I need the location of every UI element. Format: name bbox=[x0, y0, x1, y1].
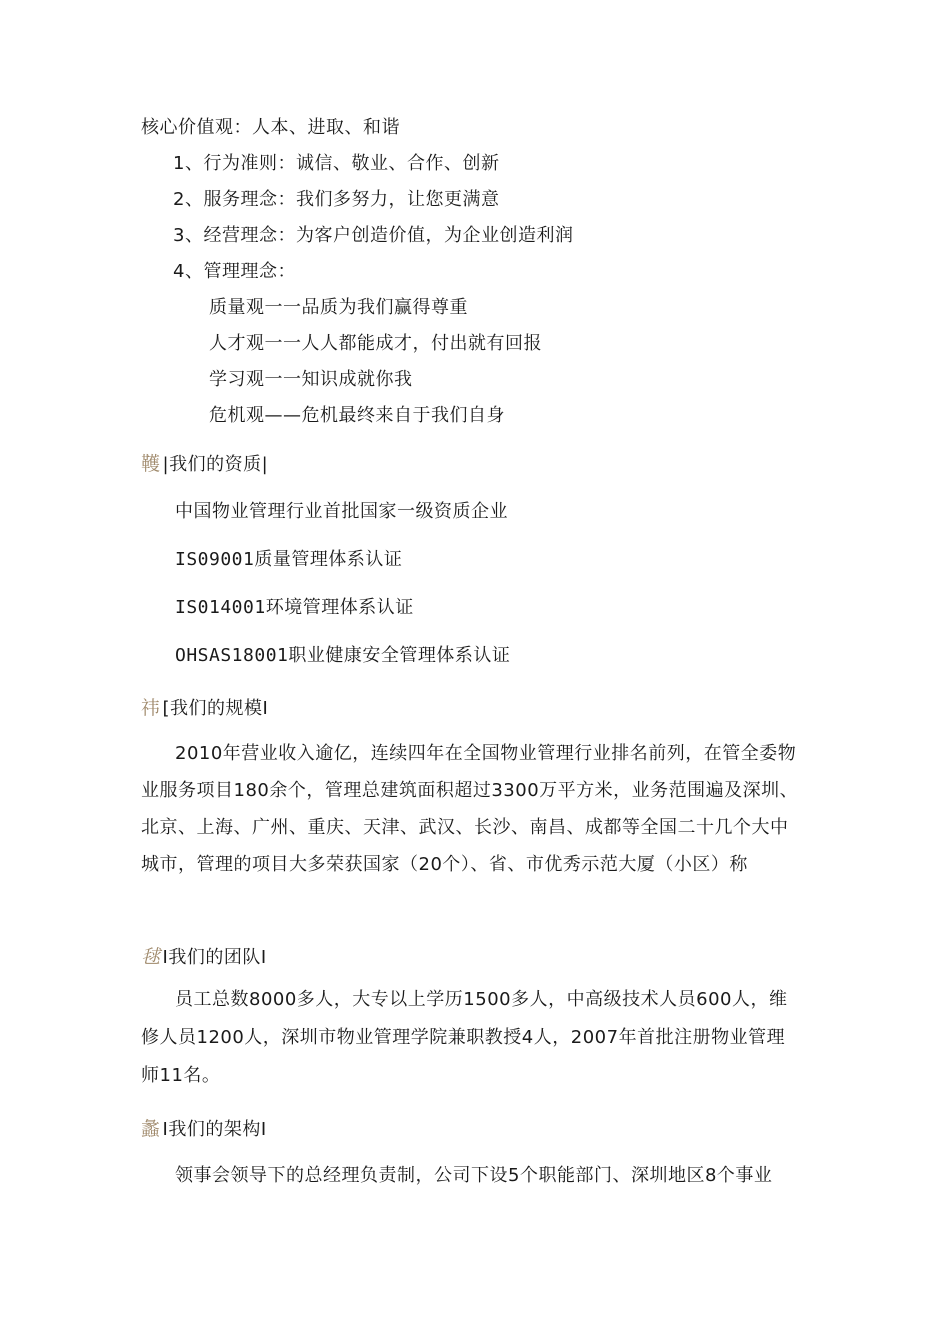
team-paragraph-line: 师11名。 bbox=[141, 1065, 221, 1086]
qualification-item: OHSAS18001职业健康安全管理体系认证 bbox=[175, 645, 511, 666]
core-values-item: 2、服务理念：我们多努力，让您更满意 bbox=[173, 189, 500, 210]
management-concept-item: 学习观一一知识成就你我 bbox=[209, 369, 413, 390]
structure-title: I我们的架构I bbox=[162, 1119, 267, 1140]
section-bullet-icon: 韄 bbox=[141, 453, 161, 475]
scale-paragraph-line: 2010年营业收入逾亿，连续四年在全国物业管理行业排名前列，在管全委物 bbox=[175, 743, 797, 764]
qualification-heading bbox=[141, 452, 268, 477]
section-bullet-icon: 毬 bbox=[141, 946, 161, 968]
qualification-item: IS014001环境管理体系认证 bbox=[175, 597, 414, 618]
structure-paragraph-line: 领事会领导下的总经理负责制，公司下设5个职能部门、深圳地区8个事业 bbox=[175, 1165, 773, 1186]
core-values-item: 1、行为准则：诚信、敬业、合作、创新 bbox=[173, 153, 500, 174]
team-paragraph-line: 修人员1200人，深圳市物业管理学院兼职教授4人，2007年首批注册物业管理 bbox=[141, 1027, 786, 1048]
core-values-heading: 核心价值观：人本、进取、和谐 bbox=[141, 117, 400, 138]
structure-heading bbox=[141, 1117, 267, 1142]
team-heading bbox=[141, 945, 267, 970]
scale-title: [我们的规模I bbox=[162, 698, 269, 719]
management-concept-item: 人才观一一人人都能成才，付出就有回报 bbox=[209, 333, 542, 354]
team-title: I我们的团队I bbox=[162, 947, 267, 968]
management-concept-item: 危机观——危机最终来自于我们自身 bbox=[209, 405, 505, 426]
scale-paragraph-line: 业服务项目180余个，管理总建筑面积超过3300万平方米，业务范围遍及深圳、 bbox=[141, 780, 799, 801]
team-paragraph-line: 员工总数8000多人，大专以上学历1500多人，中高级技术人员600人，维 bbox=[175, 989, 788, 1010]
qualification-item: IS09001质量管理体系认证 bbox=[175, 549, 403, 570]
scale-paragraph-line: 城市，管理的项目大多荣获国家（20个）、省、市优秀示范大厦（小区）称 bbox=[141, 854, 748, 875]
scale-heading bbox=[141, 696, 268, 721]
qualification-title: |我们的资质| bbox=[162, 454, 269, 475]
core-values-item: 4、管理理念： bbox=[173, 261, 296, 282]
scale-paragraph-line: 北京、上海、广州、重庆、天津、武汉、长沙、南昌、成都等全国二十几个大中 bbox=[141, 817, 789, 838]
section-bullet-icon: 蠡 bbox=[141, 1118, 161, 1140]
qualification-item: 中国物业管理行业首批国家一级资质企业 bbox=[175, 501, 508, 522]
core-values-item: 3、经营理念：为客户创造价值，为企业创造利润 bbox=[173, 225, 574, 246]
section-bullet-icon: 祎 bbox=[141, 697, 161, 719]
management-concept-item: 质量观一一品质为我们赢得尊重 bbox=[209, 297, 468, 318]
